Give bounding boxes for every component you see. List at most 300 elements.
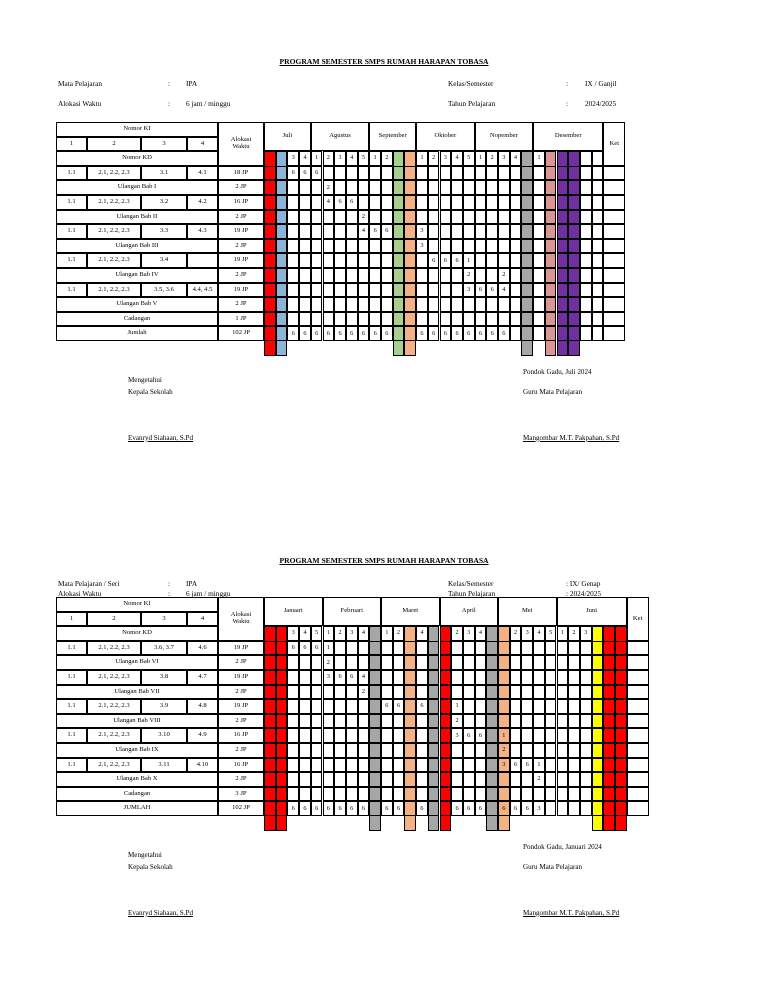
alokasi-cell: 2 JP: [218, 743, 264, 758]
week-cell: [463, 787, 475, 802]
week-cell: [475, 699, 487, 714]
week-cell: [323, 743, 335, 758]
row-label: Ulangan Bab I: [56, 180, 218, 195]
week-value: 6: [287, 326, 299, 341]
semester-section: [0, 556, 768, 996]
week-number: 5: [545, 626, 557, 641]
month-header: Desember: [533, 122, 603, 151]
info-label: Mata Pelajaran: [58, 79, 102, 88]
week-cell: [346, 224, 358, 239]
week-cell: [393, 714, 405, 729]
ket-cell: [603, 297, 625, 312]
week-cell: [475, 312, 487, 327]
week-cell: [521, 312, 533, 327]
week-number: 2: [323, 151, 335, 166]
guru-label: Guru Mata Pelajaran: [523, 862, 583, 871]
week-cell: [276, 699, 288, 714]
week-cell: [358, 772, 370, 787]
week-cell: [510, 224, 522, 239]
ket-cell: [603, 312, 625, 327]
week-cell: [521, 326, 533, 341]
week-cell: [533, 210, 545, 225]
week-cell: [311, 312, 323, 327]
ket-cell: [627, 743, 649, 758]
week-cell: [510, 714, 522, 729]
week-cell: [545, 714, 557, 729]
ki1-cell: 1.1: [56, 641, 87, 656]
week-cell: [545, 743, 557, 758]
week-cell: [264, 801, 276, 816]
alokasi-cell: 3 JP: [218, 787, 264, 802]
week-cell: [346, 787, 358, 802]
week-cell: [428, 268, 440, 283]
week-cell: [521, 253, 533, 268]
ket-cell: [627, 641, 649, 656]
week-value: 6: [381, 224, 393, 239]
week-cell: [369, 297, 381, 312]
week-cell: [311, 239, 323, 254]
alokasi-cell: 2 JP: [218, 210, 264, 225]
week-value: 6: [416, 699, 428, 714]
week-cell: [533, 268, 545, 283]
week-cell: [521, 772, 533, 787]
week-cell: [287, 655, 299, 670]
alokasi-cell: 19 JP: [218, 283, 264, 298]
week-cell: [264, 670, 276, 685]
week-cell: [580, 210, 592, 225]
week-cell: [299, 210, 311, 225]
week-cell: [475, 166, 487, 181]
week-value: 6: [311, 641, 323, 656]
week-cell: [592, 655, 604, 670]
week-cell: [428, 758, 440, 773]
ket-cell: [603, 224, 625, 239]
week-cell: [428, 210, 440, 225]
week-cell: [533, 699, 545, 714]
week-cell: [533, 312, 545, 327]
month-header: Oktober: [416, 122, 475, 151]
week-cell: [603, 641, 615, 656]
week-cell: [615, 670, 627, 685]
week-cell: [393, 283, 405, 298]
week-cell: [521, 670, 533, 685]
week-cell: [393, 224, 405, 239]
week-cell: [510, 180, 522, 195]
ki3-cell: 3.6, 3.7: [141, 641, 187, 656]
week-value: 2: [463, 268, 475, 283]
week-cell: [603, 699, 615, 714]
week-cell: [404, 312, 416, 327]
week-cell: [393, 195, 405, 210]
week-cell: [323, 297, 335, 312]
week-cell: [545, 655, 557, 670]
week-cell: [287, 268, 299, 283]
ki1-cell: 1.1: [56, 670, 87, 685]
week-cell: [475, 655, 487, 670]
week-cell: [369, 787, 381, 802]
week-value: 6: [463, 728, 475, 743]
week-cell: [545, 685, 557, 700]
week-cell: [334, 268, 346, 283]
week-cell: [533, 787, 545, 802]
week-cell: [299, 728, 311, 743]
week-cell: [533, 326, 545, 341]
week-cell: [276, 772, 288, 787]
week-cell: [521, 655, 533, 670]
week-cell: [580, 728, 592, 743]
week-cell: [311, 283, 323, 298]
week-cell: [346, 239, 358, 254]
waktu-label: Waktu: [232, 617, 250, 625]
week-number: 4: [358, 626, 370, 641]
week-cell: [545, 297, 557, 312]
week-cell: [404, 297, 416, 312]
week-cell: [545, 728, 557, 743]
week-cell: [381, 297, 393, 312]
week-cell: [557, 283, 569, 298]
week-cell: [498, 699, 510, 714]
week-number: 5: [463, 151, 475, 166]
week-cell: [346, 312, 358, 327]
alokasi-cell: 19 JP: [218, 699, 264, 714]
week-cell: [334, 166, 346, 181]
week-cell: [545, 224, 557, 239]
week-value: 6: [358, 326, 370, 341]
week-cell: [381, 714, 393, 729]
week-cell: [393, 728, 405, 743]
week-value: 3: [323, 670, 335, 685]
week-cell: [346, 699, 358, 714]
week-cell: [299, 772, 311, 787]
week-cell: [323, 166, 335, 181]
week-cell: [568, 253, 580, 268]
week-cell: [428, 728, 440, 743]
week-cell: [592, 743, 604, 758]
week-value: 3: [416, 224, 428, 239]
week-cell: [475, 758, 487, 773]
week-value: 6: [451, 253, 463, 268]
week-cell: [545, 699, 557, 714]
week-cell: [580, 297, 592, 312]
week-cell: [545, 670, 557, 685]
week-value: 2: [498, 743, 510, 758]
week-value: 1: [451, 699, 463, 714]
week-cell: [486, 166, 498, 181]
week-cell: [428, 166, 440, 181]
week-cell: [486, 714, 498, 729]
week-cell: [557, 210, 569, 225]
info-colon: :: [168, 579, 171, 588]
schedule-table: [56, 122, 679, 356]
week-cell: [369, 801, 381, 816]
week-cell: [369, 772, 381, 787]
week-cell: [486, 655, 498, 670]
week-cell: [287, 283, 299, 298]
week-cell: [592, 297, 604, 312]
week-value: 6: [475, 801, 487, 816]
week-cell: [545, 210, 557, 225]
week-cell: [580, 758, 592, 773]
week-cell: [404, 210, 416, 225]
week-cell: [346, 180, 358, 195]
week-cell: [416, 166, 428, 181]
week-cell: [580, 787, 592, 802]
week-cell: [475, 195, 487, 210]
ki2-cell: 2.1, 2.2, 2.3: [87, 670, 141, 685]
week-cell: [381, 787, 393, 802]
week-cell: [276, 743, 288, 758]
ki2-cell: 2.1, 2.2, 2.3: [87, 728, 141, 743]
row-label: Ulangan Bab V: [56, 297, 218, 312]
week-cell: [276, 297, 288, 312]
week-cell: [615, 641, 627, 656]
week-value: 1: [498, 728, 510, 743]
week-cell: [521, 728, 533, 743]
kepala-sekolah-name: Evanryd Siahaan, S.Pd: [128, 908, 194, 917]
week-value: 2: [533, 772, 545, 787]
ket-cell: [603, 239, 625, 254]
week-cell: [440, 195, 452, 210]
week-cell: [358, 312, 370, 327]
week-cell: [498, 670, 510, 685]
week-cell: [486, 195, 498, 210]
week-number: 1: [557, 626, 569, 641]
week-cell: [264, 728, 276, 743]
week-cell: [404, 758, 416, 773]
week-cell: [451, 312, 463, 327]
week-cell: [334, 714, 346, 729]
week-cell: [592, 801, 604, 816]
week-cell: [463, 670, 475, 685]
nomor-kd-header: Nomor KD: [56, 151, 218, 166]
week-value: 6: [498, 801, 510, 816]
week-cell: [381, 210, 393, 225]
alokasi-cell: 1 JP: [218, 312, 264, 327]
week-cell: [451, 772, 463, 787]
week-cell: [381, 772, 393, 787]
week-cell: [299, 655, 311, 670]
week-cell: [428, 787, 440, 802]
week-cell: [404, 283, 416, 298]
week-cell: [592, 166, 604, 181]
week-cell: [416, 641, 428, 656]
week-cell: [369, 641, 381, 656]
week-cell: [311, 268, 323, 283]
ki3-cell: 3.4: [141, 253, 187, 268]
week-cell: [358, 253, 370, 268]
row-label: JUMLAH: [56, 801, 218, 816]
week-cell: [311, 210, 323, 225]
week-cell: [557, 670, 569, 685]
week-value: 2: [358, 685, 370, 700]
week-cell: [603, 758, 615, 773]
week-cell: [323, 253, 335, 268]
week-number: 2: [451, 626, 463, 641]
week-cell: [393, 685, 405, 700]
week-cell: [451, 268, 463, 283]
week-cell: [475, 743, 487, 758]
week-cell: [533, 195, 545, 210]
week-value: 6: [323, 801, 335, 816]
week-cell: [323, 224, 335, 239]
week-cell: [393, 239, 405, 254]
week-cell: [568, 758, 580, 773]
week-cell: [311, 743, 323, 758]
week-cell: [287, 743, 299, 758]
week-cell: [299, 268, 311, 283]
week-value: 1: [323, 641, 335, 656]
week-cell: [463, 758, 475, 773]
alokasi-label: Alokasi: [230, 136, 252, 144]
week-cell: [603, 743, 615, 758]
week-cell: [428, 801, 440, 816]
week-cell: [557, 655, 569, 670]
week-cell: [498, 787, 510, 802]
week-cell: [592, 210, 604, 225]
alokasi-cell: 2 JP: [218, 180, 264, 195]
week-cell: [428, 685, 440, 700]
ki4-cell: 4.6: [187, 641, 218, 656]
week-number: 2: [334, 626, 346, 641]
week-cell: [416, 312, 428, 327]
week-cell: [498, 210, 510, 225]
week-cell: [568, 166, 580, 181]
week-cell: [311, 655, 323, 670]
week-cell: [323, 685, 335, 700]
week-cell: [568, 326, 580, 341]
week-cell: [510, 268, 522, 283]
week-cell: [393, 326, 405, 341]
alokasi-cell: 2 JP: [218, 772, 264, 787]
week-cell: [533, 641, 545, 656]
kepala-sekolah-name: Evanryd Siahaan, S.Pd: [128, 433, 194, 442]
week-cell: [475, 224, 487, 239]
week-cell: [498, 180, 510, 195]
week-cell: [381, 253, 393, 268]
ket-cell: [603, 268, 625, 283]
week-value: 3: [533, 801, 545, 816]
week-cell: [521, 787, 533, 802]
week-number: 3: [440, 151, 452, 166]
ket-cell: [603, 195, 625, 210]
info-label: Alokasi Waktu: [58, 589, 102, 598]
week-number: 5: [311, 626, 323, 641]
week-number: 1: [416, 151, 428, 166]
ki3-cell: 3.1: [141, 166, 187, 181]
week-cell: [486, 253, 498, 268]
week-cell: [369, 670, 381, 685]
week-value: 6: [416, 326, 428, 341]
week-cell: [416, 772, 428, 787]
week-cell: [592, 787, 604, 802]
week-cell: [276, 195, 288, 210]
week-number: 2: [381, 151, 393, 166]
kepala-sekolah-label: Kepala Sekolah: [128, 862, 173, 871]
week-cell: [498, 772, 510, 787]
week-cell: [311, 772, 323, 787]
week-cell: [440, 801, 452, 816]
week-cell: [264, 743, 276, 758]
week-cell: [545, 166, 557, 181]
week-cell: [603, 801, 615, 816]
ket-cell: [627, 758, 649, 773]
week-value: 6: [381, 699, 393, 714]
week-cell: [557, 728, 569, 743]
week-cell: [369, 268, 381, 283]
week-cell: [521, 239, 533, 254]
week-cell: [311, 699, 323, 714]
week-cell: [369, 312, 381, 327]
week-cell: [276, 787, 288, 802]
week-value: 6: [486, 326, 498, 341]
week-cell: [323, 787, 335, 802]
week-cell: [568, 283, 580, 298]
week-cell: [287, 787, 299, 802]
ki4-cell: 4.2: [187, 195, 218, 210]
week-cell: [334, 641, 346, 656]
week-cell: [346, 283, 358, 298]
info-value: IPA: [186, 579, 198, 588]
week-cell: [323, 758, 335, 773]
week-cell: [463, 714, 475, 729]
ki-col-header: 2: [87, 612, 141, 627]
week-cell: [568, 699, 580, 714]
week-cell: [451, 210, 463, 225]
month-header: Agustus: [311, 122, 370, 151]
week-cell: [463, 297, 475, 312]
week-cell: [276, 641, 288, 656]
week-cell: [440, 787, 452, 802]
week-cell: [510, 670, 522, 685]
week-cell: [299, 239, 311, 254]
week-value: 6: [475, 728, 487, 743]
week-cell: [346, 655, 358, 670]
week-cell: [521, 224, 533, 239]
week-cell: [287, 714, 299, 729]
week-cell: [463, 641, 475, 656]
week-value: 6: [334, 195, 346, 210]
week-cell: [580, 326, 592, 341]
week-cell: [498, 253, 510, 268]
week-cell: [498, 195, 510, 210]
ki-col-header: 1: [56, 612, 87, 627]
ki-col-header: 3: [141, 612, 187, 627]
week-value: 6: [510, 801, 522, 816]
week-cell: [498, 655, 510, 670]
week-cell: [440, 699, 452, 714]
week-cell: [404, 772, 416, 787]
week-number: 4: [475, 626, 487, 641]
week-cell: [264, 224, 276, 239]
week-cell: [264, 180, 276, 195]
week-cell: [533, 728, 545, 743]
week-cell: [404, 268, 416, 283]
week-cell: [334, 312, 346, 327]
info-value: : 2024/2025: [566, 589, 602, 598]
week-number: 4: [533, 626, 545, 641]
ki4-cell: 4.1: [187, 166, 218, 181]
week-cell: [428, 655, 440, 670]
week-cell: [404, 224, 416, 239]
week-cell: [311, 180, 323, 195]
week-cell: [440, 180, 452, 195]
guru-name: Mangombar M.T. Pakpahan, S.Pd: [523, 908, 620, 917]
alokasi-cell: 19 JP: [218, 224, 264, 239]
ki4-cell: 4.3: [187, 224, 218, 239]
alokasi-cell: 19 JP: [218, 641, 264, 656]
week-cell: [276, 253, 288, 268]
week-cell: [592, 224, 604, 239]
